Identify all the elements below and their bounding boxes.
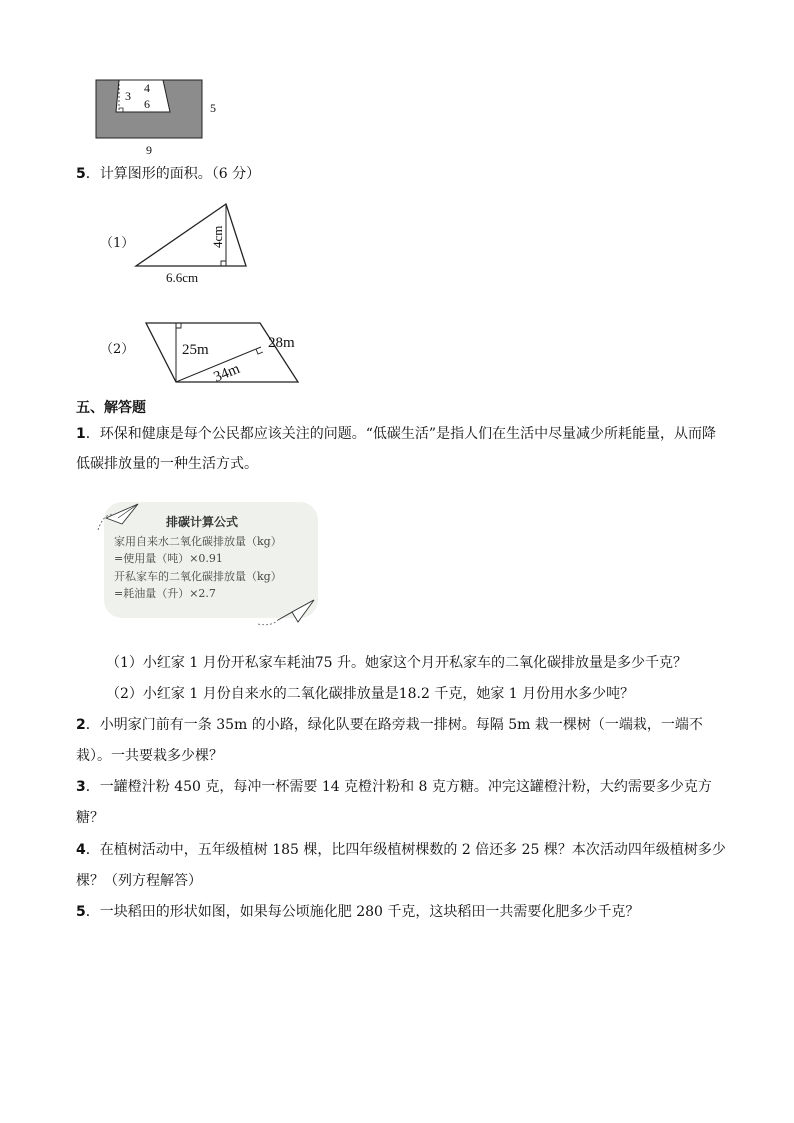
triangle-base-label: 6.6cm <box>166 270 199 285</box>
formula-box <box>92 496 332 626</box>
question-text: ．计算图形的面积。（6 分） <box>85 166 261 182</box>
problem-1-line1 <box>76 424 716 444</box>
problem-number: 4 <box>76 842 86 858</box>
formula-line2: =使用量（吨）×0.91 <box>114 552 223 565</box>
question-5-calc <box>76 164 260 184</box>
question-number: 5 <box>76 166 86 182</box>
parallelogram-figure <box>140 316 310 388</box>
problem-text: ．一块稻田的形状如图，如果每公顷施化肥 280 千克，这块稻田一共需要化肥多少千克？ <box>85 904 640 920</box>
problem-number: 2 <box>76 717 86 733</box>
problem-number: 1 <box>76 426 86 442</box>
label-right: 5 <box>210 101 216 115</box>
label-28m: 28m <box>268 335 295 351</box>
formula-title: 排碳计算公式 <box>166 515 239 529</box>
triangle-height-label: 4cm <box>210 225 225 248</box>
problem-text: ．环保和健康是每个公民都应该关注的问题。“低碳生活”是指人们在生活中尽量减少所耗能量，从而降 <box>85 426 717 442</box>
fig1-tag: （1） <box>100 236 135 251</box>
label-25m: 25m <box>182 342 209 358</box>
dashed-flight-path-bottom <box>258 620 278 625</box>
problem-text: ．一罐橙汁粉 450 克，每冲一杯需要 14 克橙汁粉和 8 克方糖。冲完这罐橙汁粉，大约需要多少克方 <box>85 779 712 795</box>
right-angle-mark-top <box>176 323 181 328</box>
problem-4-line1 <box>76 840 726 860</box>
formula-line4: =耗油量（升）×2.7 <box>114 587 216 600</box>
problem-3-line2: 糖？ <box>76 810 104 826</box>
section-title: 五、解答题 <box>76 400 146 416</box>
problem-text: ．在植树活动中，五年级植树 185 棵，比四年级植树棵数的 2 倍还多 25 棵？本次活动四年级植树多少 <box>85 842 726 858</box>
problem-1-sub1: （1）小红家 1 月份开私家车耗油75 升。她家这个月开私家车的二氧化碳排放量是多少千克？ <box>106 655 687 671</box>
problem-5-line1 <box>76 902 639 922</box>
right-angle-mark-side <box>256 349 263 354</box>
fig2-tag: （2） <box>100 342 135 357</box>
rectangle-trapezoid-figure <box>88 72 228 160</box>
label-bottom: 6 <box>144 97 150 111</box>
label-34m: 34m <box>211 360 243 386</box>
problem-2-line1 <box>76 715 703 735</box>
problem-4-line2: 棵？（列方程解答） <box>76 873 202 889</box>
triangle-shape <box>136 204 246 266</box>
triangle-figure <box>128 196 268 288</box>
formula-line3: 开私家车的二氧化碳排放量（kg） <box>114 570 282 583</box>
label-left: 3 <box>125 89 131 103</box>
formula-line1: 家用自来水二氧化碳排放量（kg） <box>114 535 282 548</box>
problem-number: 3 <box>76 779 86 795</box>
right-angle-mark <box>221 261 226 266</box>
problem-2-line2: 栽）。一共要栽多少棵？ <box>76 748 223 764</box>
problem-1-sub2: （2）小红家 1 月份自来水的二氧化碳排放量是18.2 千克，她家 1 月份用水多少吨？ <box>106 686 635 702</box>
problem-number: 5 <box>76 904 86 920</box>
problem-1-line2: 低碳排放量的一种生活方式。 <box>76 456 258 472</box>
label-base: 9 <box>146 143 152 157</box>
problem-text: ．小明家门前有一条 35m 的小路，绿化队要在路旁栽一排树。每隔 5m 栽一棵树（一端栽，一端不 <box>85 717 703 733</box>
label-top: 4 <box>144 81 150 95</box>
problem-3-line1 <box>76 777 712 797</box>
